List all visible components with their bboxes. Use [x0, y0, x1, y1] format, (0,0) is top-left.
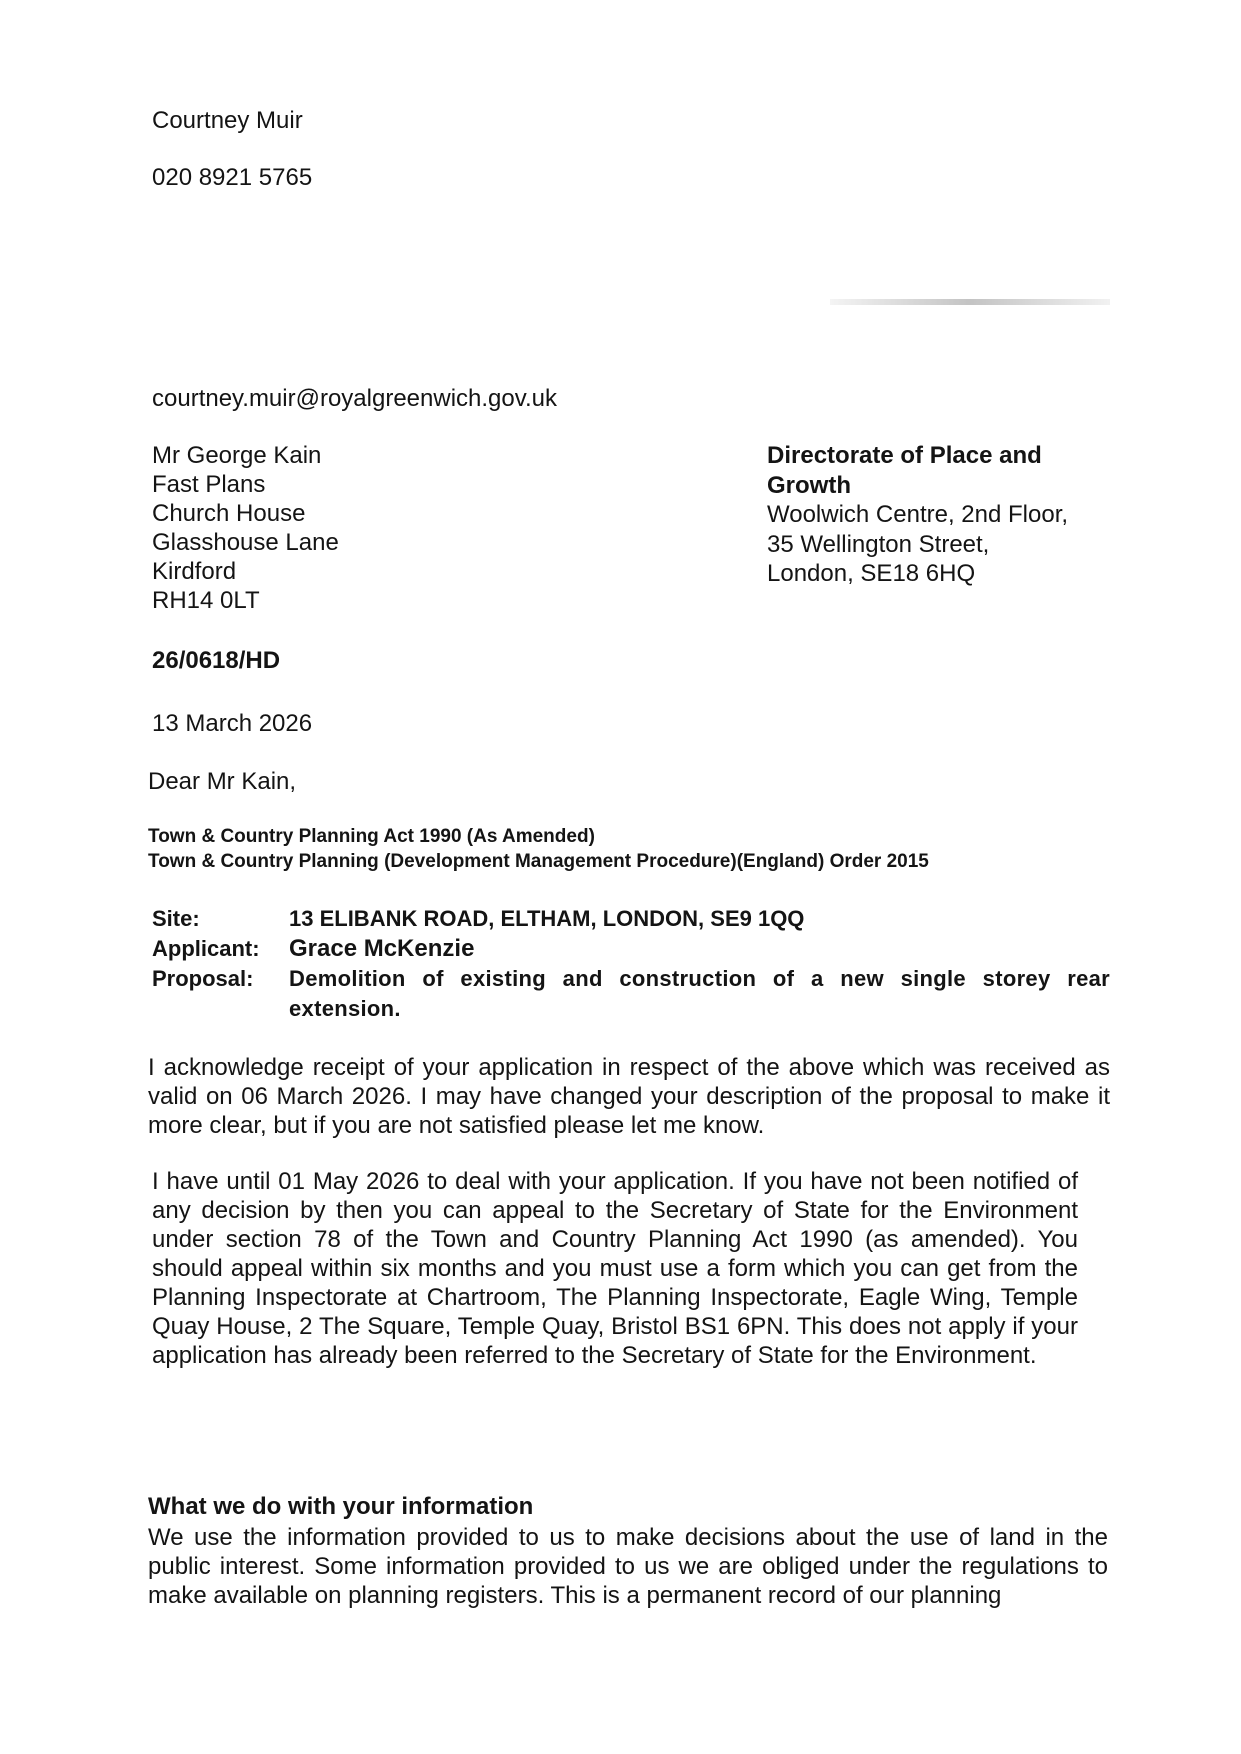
- recipient-line: RH14 0LT: [152, 587, 260, 614]
- letter-date: 13 March 2026: [152, 710, 313, 737]
- recipient-line: Kirdford: [152, 558, 237, 585]
- proposal-label: Proposal:: [152, 966, 254, 991]
- site-value: 13 ELIBANK ROAD, ELTHAM, LONDON, SE9 1QQ: [289, 906, 805, 931]
- site-label: Site:: [152, 906, 200, 931]
- directorate-address-line: 35 Wellington Street,: [767, 530, 990, 558]
- sender-name: Courtney Muir: [152, 107, 303, 134]
- information-heading: What we do with your information: [148, 1493, 534, 1520]
- site-row: [152, 904, 1110, 934]
- sender-phone: 020 8921 5765: [152, 164, 313, 191]
- signature-mark: [830, 299, 1110, 305]
- information-paragraph: We use the information provided to us to make decisions about the use of land in the public interest. Some information provided to us we are obliged under the regulations to make available on planning registers. This is a permanent record of our planning: [148, 1524, 1108, 1609]
- legislation-headings: [148, 824, 929, 874]
- applicant-label: Applicant:: [152, 936, 260, 961]
- act-title: Town & Country Planning (Development Management Procedure)(England) Order 2015: [148, 851, 929, 872]
- acknowledgement-paragraph: I acknowledge receipt of your application in respect of the above which was received as valid on 06 March 2026. I may have changed your description of the proposal to make it more clear, but if you are not satisfied please let me know.: [148, 1054, 1110, 1139]
- directorate-address-line: London, SE18 6HQ: [767, 560, 976, 587]
- proposal-row: [152, 964, 1110, 1024]
- recipient-line: Glasshouse Lane: [152, 529, 339, 556]
- proposal-value: Demolition of existing and construction of a new single storey rear extension.: [289, 966, 1110, 1021]
- salutation: Dear Mr Kain,: [148, 768, 297, 795]
- reference-number: 26/0618/HD: [152, 647, 281, 674]
- applicant-row: [152, 934, 1110, 964]
- act-title: Town & Country Planning Act 1990 (As Amended): [148, 826, 595, 847]
- recipient-address: [152, 441, 339, 615]
- directorate-address: [767, 441, 1068, 589]
- directorate-address-line: Woolwich Centre, 2nd Floor,: [767, 501, 1069, 528]
- deadline-paragraph: I have until 01 May 2026 to deal with your application. If you have not been notified of any decision by then you can appeal to the Secretary of State for the Environment under section 78 of the Town and Country Planning Act 1990 (as amended). You should appeal within six months and you must use a form which you can get from the Planning Inspectorate at Chartroom, The Planning Inspectorate, Eagle Wing, Temple Quay House, 2 The Square, Temple Quay, Bristol BS1 6PN. This does not apply if your application has already been referred to the Secretary of State for the Environment.: [152, 1168, 1078, 1369]
- application-details: [152, 904, 1110, 1024]
- recipient-line: Church House: [152, 500, 306, 527]
- directorate-title: Growth: [767, 471, 851, 499]
- applicant-value: Grace McKenzie: [289, 935, 475, 962]
- recipient-line: Mr George Kain: [152, 442, 322, 469]
- sender-email: courtney.muir@royalgreenwich.gov.uk: [152, 385, 557, 412]
- directorate-title: Directorate of Place and: [767, 442, 1042, 469]
- recipient-line: Fast Plans: [152, 471, 266, 498]
